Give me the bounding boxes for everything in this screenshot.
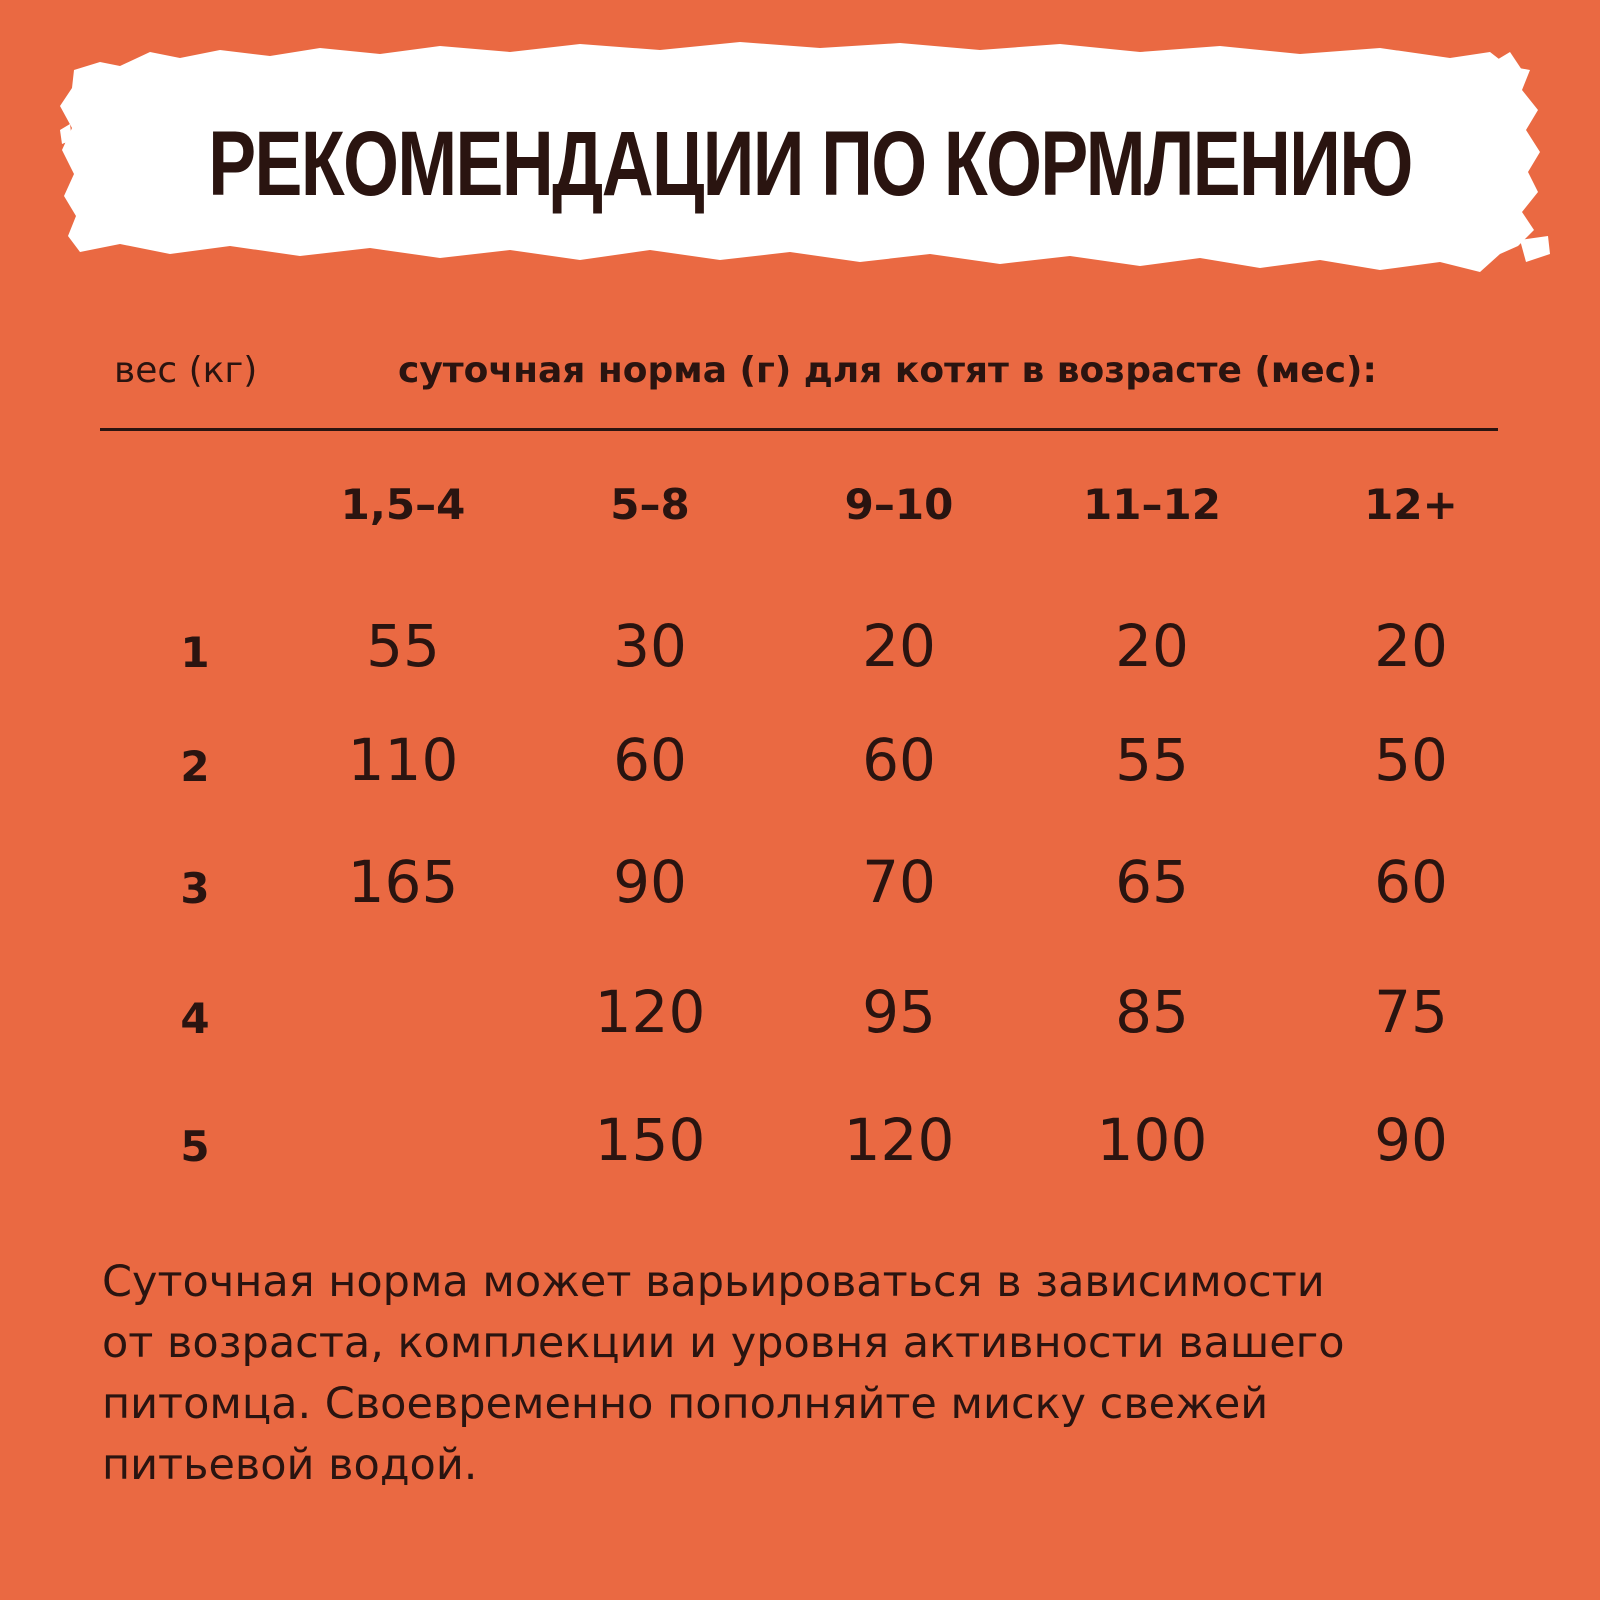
note-line: от возраста, комплекции и уровня активности вашего bbox=[102, 1318, 1345, 1368]
weight-cell: 2 bbox=[180, 742, 210, 791]
header-divider bbox=[100, 428, 1498, 431]
weight-cell: 3 bbox=[180, 864, 210, 913]
table-cell: 100 bbox=[1096, 1106, 1208, 1174]
page-title: РЕКОМЕНДАЦИИ ПО КОРМЛЕНИЮ bbox=[208, 112, 1412, 215]
table-cell: 30 bbox=[613, 612, 687, 680]
weight-cell: 5 bbox=[180, 1122, 210, 1171]
table-cell: 20 bbox=[1115, 612, 1189, 680]
table-cell: 65 bbox=[1115, 848, 1189, 916]
weight-column-header: вес (кг) bbox=[114, 350, 258, 391]
table-cell: 150 bbox=[594, 1106, 706, 1174]
weight-cell: 1 bbox=[180, 628, 210, 677]
table-cell: 60 bbox=[1374, 848, 1448, 916]
table-cell: 75 bbox=[1374, 978, 1448, 1046]
weight-cell: 4 bbox=[180, 994, 210, 1043]
note-line: питьевой водой. bbox=[102, 1440, 478, 1490]
table-cell: 55 bbox=[366, 612, 440, 680]
table-cell: 60 bbox=[862, 726, 936, 794]
age-header-2: 5–8 bbox=[610, 480, 690, 529]
age-header-4: 11–12 bbox=[1083, 480, 1221, 529]
table-cell: 70 bbox=[862, 848, 936, 916]
feeding-note bbox=[102, 1252, 1522, 1496]
table-cell: 165 bbox=[347, 848, 459, 916]
age-header-5: 12+ bbox=[1364, 480, 1458, 529]
table-cell: 20 bbox=[1374, 612, 1448, 680]
table-cell: 55 bbox=[1115, 726, 1189, 794]
table-cell: 50 bbox=[1374, 726, 1448, 794]
daily-norm-header: суточная норма (г) для котят в возрасте (мес): bbox=[398, 350, 1377, 391]
age-header-3: 9–10 bbox=[844, 480, 954, 529]
table-cell: 120 bbox=[594, 978, 706, 1046]
note-line: питомца. Своевременно пополняйте миску свежей bbox=[102, 1379, 1269, 1429]
age-header-1: 1,5–4 bbox=[340, 480, 466, 529]
table-cell: 90 bbox=[1374, 1106, 1448, 1174]
table-cell: 95 bbox=[862, 978, 936, 1046]
note-line: Суточная норма может варьироваться в зависимости bbox=[102, 1257, 1325, 1307]
table-cell: 60 bbox=[613, 726, 687, 794]
table-cell: 20 bbox=[862, 612, 936, 680]
table-cell: 90 bbox=[613, 848, 687, 916]
table-cell: 120 bbox=[843, 1106, 955, 1174]
table-cell: 110 bbox=[347, 726, 459, 794]
title-banner bbox=[60, 40, 1560, 280]
table-cell: 85 bbox=[1115, 978, 1189, 1046]
